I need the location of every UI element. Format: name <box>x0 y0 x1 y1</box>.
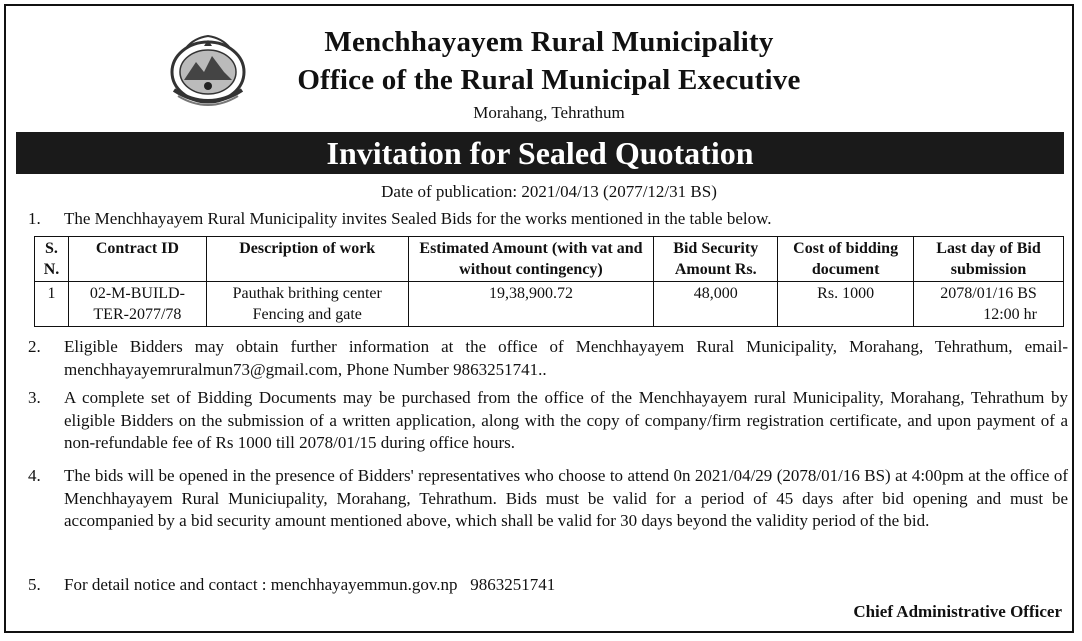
paragraph-number: 4. <box>28 466 41 485</box>
notice-paragraph-2 <box>28 336 1068 381</box>
header-estimated-amount: Estimated Amount (with vat and without contingency) <box>408 237 654 282</box>
paragraph-number: 3. <box>28 388 41 407</box>
cell-cost-document: Rs. 1000 <box>778 282 914 327</box>
table-header-row <box>35 237 1064 282</box>
paragraph-number: 5. <box>28 575 41 594</box>
cell-description: Pauthak brithing center Fencing and gate <box>206 282 408 327</box>
office-name: Office of the Rural Municipal Executive <box>297 64 801 96</box>
cell-bid-security: 48,000 <box>654 282 778 327</box>
notice-frame <box>4 4 1074 633</box>
header-last-day: Last day of Bid submission <box>914 237 1064 282</box>
last-day-date: 2078/01/16 BS <box>940 285 1037 302</box>
cell-last-day <box>914 282 1064 327</box>
header-cost-document: Cost of bidding document <box>778 237 914 282</box>
organization-name: Menchhayayem Rural Municipality <box>324 26 774 58</box>
notice-header <box>6 6 1076 130</box>
notice-paragraph-4 <box>28 465 1068 533</box>
publication-date: Date of publication: 2021/04/13 (2077/12/31 BS) <box>381 182 717 201</box>
last-day-time: 12:00 hr <box>983 306 1037 323</box>
signatory-title: Chief Administrative Officer <box>853 602 1062 621</box>
cell-contract-id: 02-M-BUILD-TER-2077/78 <box>68 282 206 327</box>
bids-table <box>34 236 1064 327</box>
paragraph-text: A complete set of Bidding Documents may be purchased from the office of the Menchhayayem rural Municipality, Morahang, Tehrathum by eligible Bidders on the submission of a written application, along with the copy of company/firm registration certificate, and upon payment of a non-refundable fee of Rs 1000 till 2078/01/15 during office hours. <box>64 388 1068 452</box>
cell-estimated-amount: 19,38,900.72 <box>408 282 654 327</box>
paragraph-text: The Menchhayayem Rural Municipality invites Sealed Bids for the works mentioned in the table below. <box>64 209 772 228</box>
table-row <box>35 282 1064 327</box>
header-contract-id: Contract ID <box>68 237 206 282</box>
paragraph-text: Eligible Bidders may obtain further information at the office of Menchhayayem Rural Municipality, Morahang, Tehrathum, email- menchhayayemruralmun73@gmail.com, Phone Number 9863251741.. <box>64 337 1068 379</box>
header-description: Description of work <box>206 237 408 282</box>
notice-paragraph-5 <box>28 574 1068 597</box>
notice-title-banner: Invitation for Sealed Quotation <box>16 132 1064 174</box>
office-location: Morahang, Tehrathum <box>473 103 625 122</box>
paragraph-number: 1. <box>28 209 41 228</box>
notice-paragraph-1 <box>28 208 1068 231</box>
header-bid-security: Bid Security Amount Rs. <box>654 237 778 282</box>
header-sn: S. N. <box>35 237 69 282</box>
paragraph-text: The bids will be opened in the presence of Bidders' representatives who choose to attend 0n 2021/04/29 (2078/01/16 BS) at 4:00pm at the office of Menchhayayem Rural Municiupality, Morahang, Tehrathum. Bids must be valid for a period of 45 days after bid opening and must be accompanied by a bid security amount mentioned above, which shall be valid for 30 days beyond the validity period of the bid. <box>64 466 1068 530</box>
notice-paragraph-3 <box>28 387 1068 455</box>
paragraph-number: 2. <box>28 337 41 356</box>
cell-sn: 1 <box>35 282 69 327</box>
paragraph-text: For detail notice and contact : menchhayayemmun.gov.np 9863251741 <box>64 575 556 594</box>
